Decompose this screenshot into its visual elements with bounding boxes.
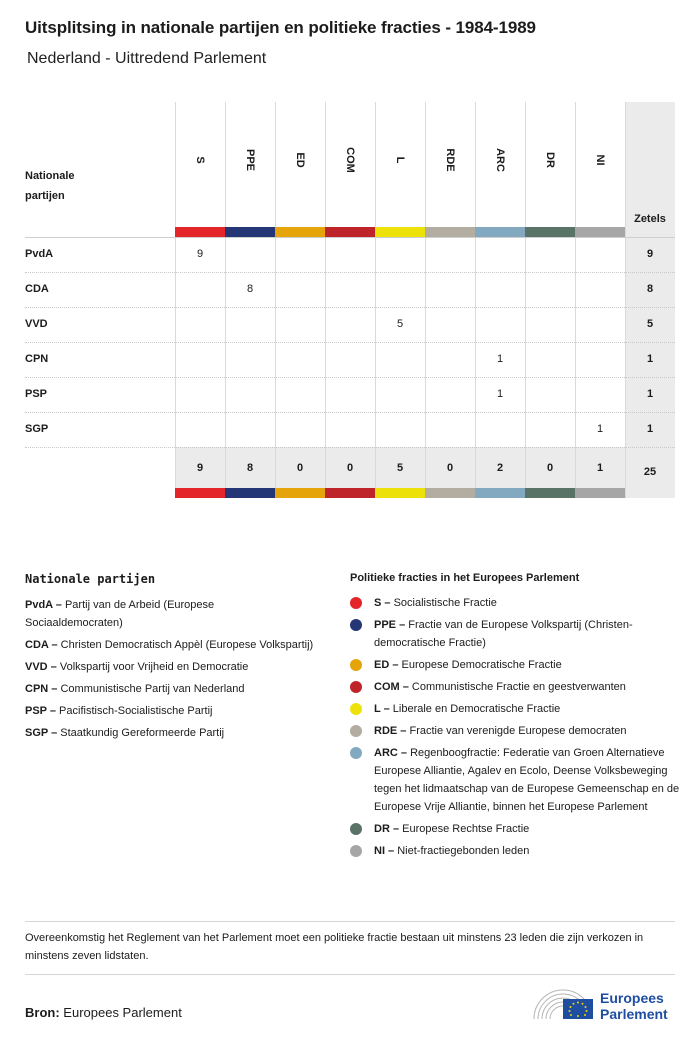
seat-cell — [225, 412, 275, 447]
seat-cell — [475, 237, 525, 272]
group-legend-item — [350, 744, 680, 816]
seat-cell — [525, 237, 575, 272]
group-abbr: COM — [374, 681, 400, 693]
group-abbr: S — [374, 597, 382, 609]
group-color-bar — [225, 227, 275, 237]
separator: – — [48, 727, 61, 739]
group-total-cell: 5 — [396, 462, 404, 474]
group-legend-item — [350, 678, 680, 696]
seat-cell — [375, 237, 425, 272]
party-name: Staatkundig Gereformeerde Partij — [60, 727, 225, 739]
seat-cell — [175, 412, 225, 447]
seat-cell — [425, 342, 475, 377]
grand-total-cell: 25 — [643, 466, 657, 478]
group-name: Niet-fractiegebonden leden — [397, 845, 530, 857]
group-color-dot — [350, 747, 362, 759]
party-abbr: CDA — [25, 639, 49, 651]
row-total-cell: 9 — [646, 248, 654, 260]
party-row-label: SGP — [25, 423, 49, 435]
group-color-dot — [350, 659, 362, 671]
group-color-dot — [350, 823, 362, 835]
seat-cell — [375, 412, 425, 447]
group-legend-item — [350, 722, 680, 740]
group-color-bar — [575, 227, 625, 237]
separator: – — [47, 661, 60, 673]
group-header-label: RDE — [444, 148, 456, 172]
group-color-bar — [325, 227, 375, 237]
group-color-dot — [350, 845, 362, 857]
separator: – — [399, 681, 412, 693]
party-name: Volkspartij voor Vrijheid en Democratie — [59, 661, 249, 673]
seat-cell — [175, 342, 225, 377]
seat-cell: 9 — [196, 248, 204, 260]
seat-cell — [575, 307, 625, 342]
seat-cell — [525, 307, 575, 342]
separator: – — [380, 703, 393, 715]
group-abbr: DR — [374, 823, 390, 835]
row-total-cell: 1 — [646, 388, 654, 400]
group-color-bar — [525, 227, 575, 237]
row-total-cell: 5 — [646, 318, 654, 330]
group-total-cell: 1 — [596, 462, 604, 474]
seat-cell — [225, 342, 275, 377]
source-value: Europees Parlement — [63, 1005, 182, 1020]
party-legend-item — [25, 702, 315, 720]
group-name: Fractie van de Europese Volkspartij (Christen-democratische Fractie) — [374, 619, 633, 649]
row-total-cell: 1 — [646, 353, 654, 365]
group-name: Communistische Fractie en geestverwanten — [411, 681, 626, 693]
group-color-bar — [425, 227, 475, 237]
group-total-cell: 8 — [246, 462, 254, 474]
note-divider-top — [25, 921, 675, 922]
group-abbr: NI — [374, 845, 385, 857]
footnote: Overeenkomstig het Reglement van het Parlement moet een politieke fractie bestaan uit minstens 23 leden die zijn verkozen in minstens zeven lidstaten. — [25, 932, 644, 962]
separator: – — [397, 725, 410, 737]
group-name: Regenboogfractie: Federatie van Groen Alternatieve Europese Alliantie, Agalev en Ecolo, Deense Volksbeweging tegen het lidmaatschap van de Europese Gemeenschap en de Europese Vrije Alliantie, binnen het Europese Parlement — [374, 747, 680, 813]
seat-cell — [375, 377, 425, 412]
group-header-label: ED — [294, 152, 306, 168]
party-legend-item — [25, 636, 315, 654]
seat-cell — [525, 342, 575, 377]
group-abbr: RDE — [374, 725, 398, 737]
separator: – — [48, 683, 61, 695]
party-legend-item — [25, 680, 315, 698]
separator: – — [396, 619, 409, 631]
logo-wordmark — [600, 990, 668, 1022]
seat-cell — [575, 272, 625, 307]
group-legend-heading: Politieke fracties in het Europees Parlement — [350, 572, 580, 584]
party-abbr: CPN — [25, 683, 49, 695]
seat-cell — [225, 377, 275, 412]
seat-cell — [375, 342, 425, 377]
seat-cell — [175, 272, 225, 307]
group-header-label: L — [394, 156, 406, 164]
party-row-label: PvdA — [25, 248, 54, 260]
group-color-bar — [475, 227, 525, 237]
group-abbr: ARC — [374, 747, 398, 759]
party-abbr: SGP — [25, 727, 49, 739]
seat-cell: 5 — [396, 318, 404, 330]
row-total-cell: 8 — [646, 283, 654, 295]
seat-cell — [225, 307, 275, 342]
seat-cell: 1 — [496, 388, 504, 400]
logo-line2: Parlement — [600, 1006, 668, 1022]
group-total-cell: 9 — [196, 462, 204, 474]
seats-table — [25, 102, 675, 498]
seat-cell — [275, 412, 325, 447]
seat-cell — [425, 377, 475, 412]
group-legend-item — [350, 616, 680, 652]
separator: – — [48, 639, 61, 651]
group-name: Socialistische Fractie — [393, 597, 497, 609]
group-abbr: PPE — [374, 619, 397, 631]
logo-line1: Europees — [600, 990, 664, 1006]
seat-cell — [325, 342, 375, 377]
group-total-cell: 0 — [296, 462, 304, 474]
seat-cell — [425, 412, 475, 447]
party-row-label: CDA — [25, 283, 49, 295]
seat-cell — [325, 377, 375, 412]
party-name: Communistische Partij van Nederland — [60, 683, 245, 695]
group-header-label: NI — [594, 154, 606, 166]
separator: – — [46, 705, 60, 717]
group-color-bar — [175, 227, 225, 237]
group-color-dot — [350, 725, 362, 737]
group-color-dot — [350, 703, 362, 715]
party-row-label: PSP — [25, 388, 48, 400]
group-legend-item — [350, 700, 680, 718]
seat-cell — [475, 412, 525, 447]
source-label: Bron: — [25, 1005, 60, 1020]
group-total-cell: 2 — [496, 462, 504, 474]
seat-cell — [475, 272, 525, 307]
seat-cell — [375, 272, 425, 307]
group-color-bar — [275, 227, 325, 237]
zetels-header-label: Zetels — [634, 213, 666, 225]
party-legend-item — [25, 658, 315, 676]
group-color-dot — [350, 619, 362, 631]
separator: – — [397, 747, 411, 759]
separator: – — [385, 845, 398, 857]
seat-cell — [175, 307, 225, 342]
group-total-cell: 0 — [346, 462, 354, 474]
group-total-cell: 0 — [446, 462, 454, 474]
group-abbr: L — [374, 703, 381, 715]
party-abbr: VVD — [25, 661, 48, 673]
group-header-label: DR — [544, 152, 556, 168]
party-row-label: CPN — [25, 353, 49, 365]
seat-cell: 8 — [246, 283, 254, 295]
seat-cell — [325, 412, 375, 447]
group-legend-item — [350, 842, 680, 860]
seat-cell — [575, 342, 625, 377]
page-title: Uitsplitsing in nationale partijen en politieke fracties - 1984-1989 — [25, 18, 536, 37]
group-legend-item — [350, 820, 680, 838]
party-legend-item — [25, 596, 315, 632]
row-header-label: Nationale partijen — [25, 170, 75, 202]
seat-cell — [325, 237, 375, 272]
seat-cell — [275, 272, 325, 307]
group-header-label: COM — [344, 147, 356, 173]
separator: – — [389, 659, 402, 671]
seat-cell — [525, 272, 575, 307]
seat-cell — [425, 237, 475, 272]
row-total-cell: 1 — [646, 423, 654, 435]
separator: – — [52, 599, 65, 611]
group-legend-item — [350, 594, 680, 612]
group-name: Europese Rechtse Fractie — [402, 823, 530, 835]
party-abbr: PSP — [25, 705, 47, 717]
group-color-dot — [350, 681, 362, 693]
note-divider-bottom — [25, 974, 675, 975]
party-legend-item — [25, 724, 315, 742]
seat-cell — [575, 377, 625, 412]
seat-cell — [325, 272, 375, 307]
group-header-label: PPE — [244, 148, 256, 172]
group-color-bar — [375, 227, 425, 237]
hemicycle-icon — [530, 985, 596, 1021]
seat-cell — [275, 307, 325, 342]
seat-cell — [275, 377, 325, 412]
group-name: Europese Democratische Fractie — [401, 659, 562, 671]
group-color-dot — [350, 597, 362, 609]
group-legend — [350, 572, 680, 864]
party-legend — [25, 572, 315, 746]
seat-cell — [425, 307, 475, 342]
separator: – — [389, 823, 403, 835]
group-abbr: ED — [374, 659, 390, 671]
europarl-logo — [530, 985, 680, 1025]
seat-cell: 1 — [596, 423, 604, 435]
party-name: Partij van de Arbeid (Europese Sociaaldemocraten) — [25, 599, 215, 629]
page-subtitle: Nederland - Uittredend Parlement — [27, 50, 267, 67]
source-line — [25, 1005, 182, 1020]
group-total-cell: 0 — [546, 462, 554, 474]
group-header-label: ARC — [494, 148, 506, 172]
seat-cell — [325, 307, 375, 342]
seat-cell — [275, 237, 325, 272]
party-row-label: VVD — [25, 318, 48, 330]
group-header-label: S — [194, 156, 206, 164]
seat-cell — [175, 377, 225, 412]
party-legend-heading: Nationale partijen — [25, 572, 156, 586]
seat-cell — [525, 412, 575, 447]
separator: – — [381, 597, 394, 609]
seat-cell — [275, 342, 325, 377]
group-legend-item — [350, 656, 680, 674]
party-name: Pacifistisch-Socialistische Partij — [59, 705, 213, 717]
group-name: Liberale en Democratische Fractie — [392, 703, 561, 715]
party-abbr: PvdA — [25, 599, 53, 611]
party-name: Christen Democratisch Appèl (Europese Volkspartij) — [60, 639, 314, 651]
group-name: Fractie van verenigde Europese democraten — [409, 725, 627, 737]
seat-cell — [425, 272, 475, 307]
seat-cell — [575, 237, 625, 272]
seat-cell — [475, 307, 525, 342]
seat-cell — [525, 377, 575, 412]
seat-cell — [225, 237, 275, 272]
seat-cell: 1 — [496, 353, 504, 365]
